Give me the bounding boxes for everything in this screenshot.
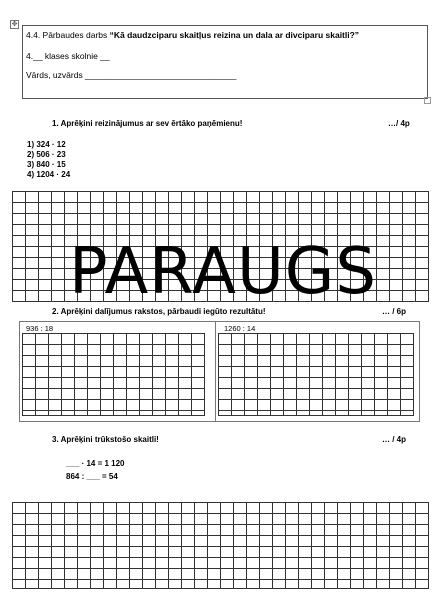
section3-title: 3. Aprēķini trūkstošo skaitli! — [52, 435, 159, 444]
section3-points: … / 4p — [382, 435, 407, 444]
worksheet-title-prefix: 4.4. Pārbaudes darbs — [26, 30, 110, 40]
equation-1: ___ · 14 = 1 120 — [66, 459, 125, 468]
section1-title: 1. Aprēķini reizinājumus ar sev ērtāko paņēmienu! — [52, 119, 243, 128]
section2-title: 2. Aprēķini dalījumus rakstos, pārbaudi iegūto rezultātu! — [52, 307, 266, 316]
task-1: 1) 324 · 12 — [27, 140, 66, 149]
section1-points: …/ 4p — [388, 119, 410, 128]
division-left-label: 936 : 18 — [26, 324, 54, 333]
division-right-label: 1260 : 14 — [224, 324, 256, 333]
division-left-grid[interactable] — [22, 333, 205, 416]
task-3: 3) 840 · 15 — [27, 160, 66, 169]
section3-answer-grid[interactable] — [12, 502, 429, 589]
worksheet-title-topic: “Kā daudzciparu skaitļus reizina un dala ar divciparu skaitli?” — [109, 30, 360, 40]
worksheet-title — [26, 30, 359, 40]
task-2: 2) 506 · 23 — [27, 150, 66, 159]
task-4: 4) 1204 · 24 — [27, 170, 71, 179]
equation-2: 864 : ___ = 54 — [66, 472, 118, 481]
division-right-grid[interactable] — [218, 333, 414, 416]
table-move-handle-icon[interactable]: ✥ — [11, 21, 18, 28]
section2-points: … / 6p — [382, 307, 407, 316]
name-line: Vārds, uzvārds ________________________________ — [26, 70, 237, 80]
table-resize-handle-icon[interactable] — [424, 97, 431, 104]
watermark: PARAUGS — [69, 235, 377, 309]
class-line: 4.__ klases skolnie __ — [26, 51, 110, 61]
